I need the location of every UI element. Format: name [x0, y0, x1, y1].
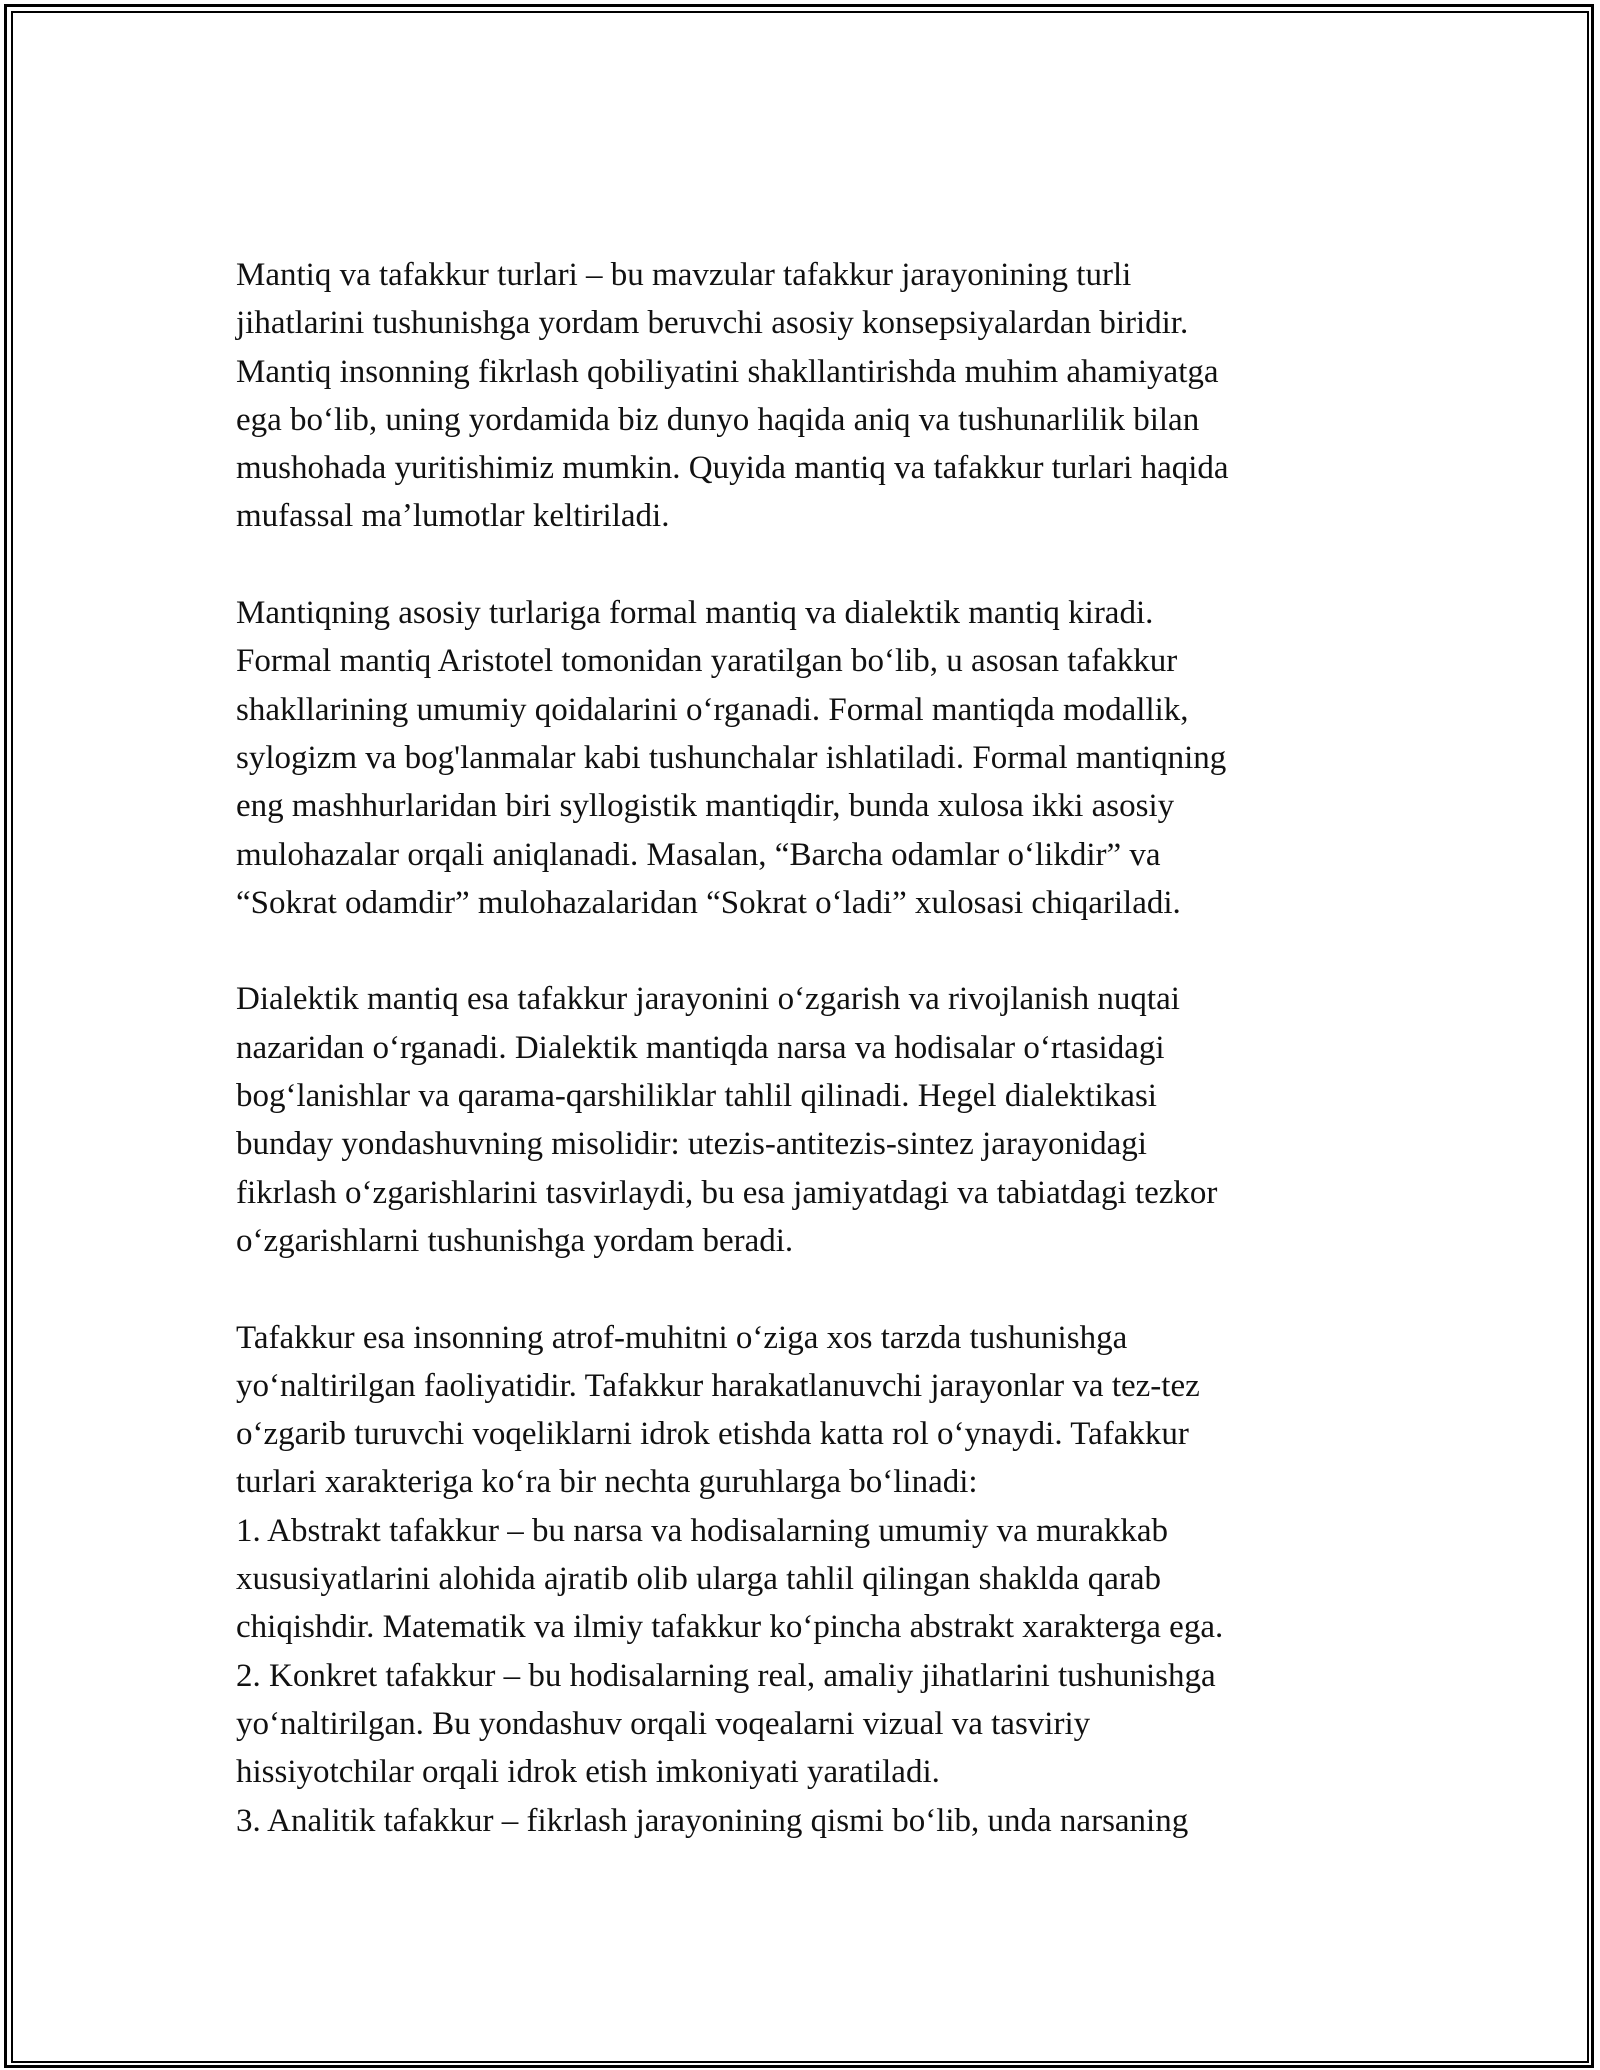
text-line: yoʻnaltirilgan. Bu yondashuv orqali voqealarni vizual va tasviriy — [236, 1705, 1091, 1742]
text-line: xususiyatlarini alohida ajratib olib ularga tahlil qilingan shaklda qarab — [236, 1561, 1161, 1598]
text-line: Mantiq va tafakkur turlari – bu mavzular tafakkur jarayonining turli — [236, 257, 1132, 293]
paragraph-mantiq-intro — [236, 251, 1376, 541]
list-item-line: 3. Analitik tafakkur – fikrlash jarayonining qismi boʻlib, unda narsaning — [236, 1802, 1189, 1839]
text-line: turlari xarakteriga koʻra bir nechta guruhlarga boʻlinadi: — [236, 1464, 978, 1501]
text-line: bunday yondashuvning misolidir: utezis-antitezis-sintez jarayonidagi — [236, 1126, 1147, 1163]
text-line: sylogizm va bog'lanmalar kabi tushunchalar ishlatiladi. Formal mantiqning — [236, 739, 1227, 776]
text-line: bogʻlanishlar va qarama-qarshiliklar tahlil qilinadi. Hegel dialektikasi — [236, 1078, 1157, 1115]
text-line: jihatlarini tushunishga yordam beruvchi asosiy konsepsiyalardan biridir. — [236, 305, 1189, 342]
text-line: Dialektik mantiq esa tafakkur jarayonini oʻzgarish va rivojlanish nuqtai — [236, 981, 1180, 1018]
text-line: Tafakkur esa insonning atrof-muhitni oʻziga xos tarzda tushunishga — [236, 1319, 1128, 1356]
document-body — [236, 251, 1376, 1845]
paragraph-formal-mantiq — [236, 589, 1376, 927]
text-line: Mantiqning asosiy turlariga formal mantiq va dialektik mantiq kiradi. — [236, 595, 1154, 632]
text-line: shakllarining umumiy qoidalarini oʻrganadi. Formal mantiqda modallik, — [236, 691, 1189, 728]
text-line: Mantiq insonning fikrlash qobiliyatini shakllantirishda muhim ahamiyatga — [236, 353, 1219, 390]
text-line: mushohada yuritishimiz mumkin. Quyida mantiq va tafakkur turlari haqida — [236, 450, 1229, 487]
text-line: oʻzgarib turuvchi voqeliklarni idrok etishda katta rol oʻynaydi. Tafakkur — [236, 1416, 1189, 1453]
text-line: mulohazalar orqali aniqlanadi. Masalan, “Barcha odamlar oʻlikdir” va — [236, 836, 1161, 873]
list-item-line: 2. Konkret tafakkur – bu hodisalarning real, amaliy jihatlarini tushunishga — [236, 1657, 1216, 1694]
text-line: yoʻnaltirilgan faoliyatidir. Tafakkur harakatlanuvchi jarayonlar va tez-tez — [236, 1367, 1200, 1404]
text-line: eng mashhurlaridan biri syllogistik mantiqdir, bunda xulosa ikki asosiy — [236, 788, 1175, 825]
text-line: oʻzgarishlarni tushunishga yordam beradi. — [236, 1222, 794, 1259]
text-line: “Sokrat odamdir” mulohazalaridan “Sokrat oʻladi” xulosasi chiqariladi. — [236, 884, 1181, 921]
text-line: Formal mantiq Aristotel tomonidan yaratilgan boʻlib, u asosan tafakkur — [236, 643, 1178, 680]
text-line: nazaridan oʻrganadi. Dialektik mantiqda narsa va hodisalar oʻrtasidagi — [236, 1029, 1165, 1066]
text-line: chiqishdir. Matematik va ilmiy tafakkur koʻpincha abstrakt xarakterga ega. — [236, 1609, 1224, 1646]
paragraph-tafakkur-turlari — [236, 1314, 1376, 1845]
text-line: hissiyotchilar orqali idrok etish imkoniyati yaratiladi. — [236, 1754, 940, 1791]
text-line: mufassal maʼlumotlar keltiriladi. — [236, 498, 670, 535]
text-line: fikrlash oʻzgarishlarini tasvirlaydi, bu esa jamiyatdagi va tabiatdagi tezkor — [236, 1174, 1218, 1211]
list-item-line: 1. Abstrakt tafakkur – bu narsa va hodisalarning umumiy va murakkab — [236, 1512, 1169, 1549]
paragraph-dialektik-mantiq — [236, 975, 1376, 1265]
text-line: ega boʻlib, uning yordamida biz dunyo haqida aniq va tushunarlilik bilan — [236, 401, 1200, 438]
